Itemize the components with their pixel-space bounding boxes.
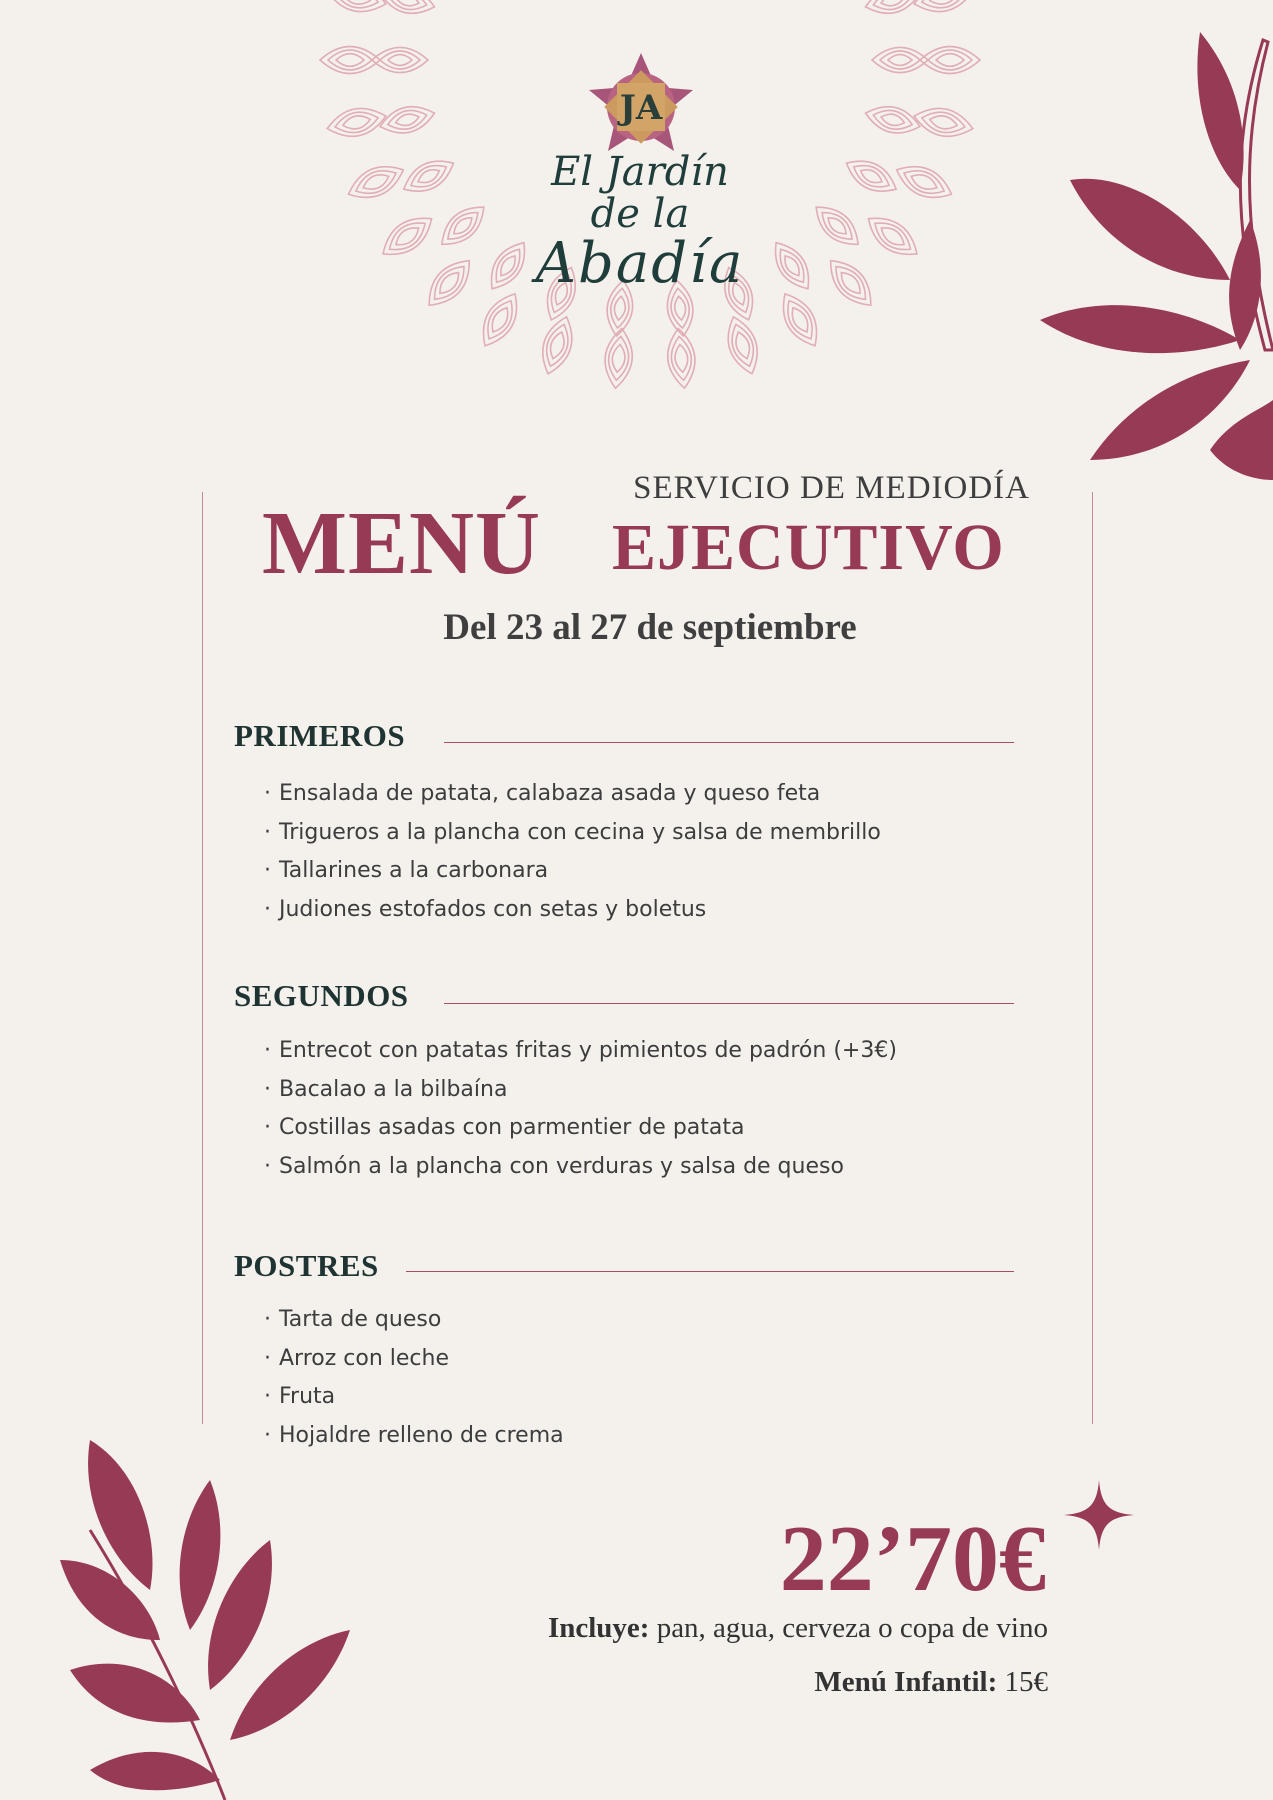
list-item: · Salmón a la plancha con verduras y salsa de queso [264,1148,897,1187]
menu-price: 22’70€ [779,1507,1046,1611]
menu-title-right: EJECUTIVO [612,511,1005,584]
list-item: · Ensalada de patata, calabaza asada y queso feta [264,775,881,814]
list-item: · Entrecot con patatas fritas y pimientos de padrón (+3€) [264,1032,897,1071]
svg-text:JA: JA [619,88,663,128]
brand-logo-text [500,150,780,294]
list-item: · Tallarines a la carbonara [264,852,881,891]
kids-menu-price [580,1666,1048,1699]
menu-dates: Del 23 al 27 de septiembre [443,607,857,648]
sparkle-icon [1064,1480,1134,1550]
section-items-primeros [264,775,881,929]
list-item: · Judiones estofados con setas y boletus [264,891,881,930]
menu-title-left: MENÚ [262,494,541,593]
leaf-branch-icon [50,1440,360,1800]
list-item: · Costillas asadas con parmentier de patata [264,1109,897,1148]
brand-name-line3: Abadía [535,231,745,296]
list-item: · Bacalao a la bilbaína [264,1071,897,1110]
list-item: · Arroz con leche [264,1340,564,1379]
service-subtitle: SERVICIO DE MEDIODÍA [633,470,1030,506]
brand-name-line1: El Jardín [551,149,729,195]
section-items-postres [264,1301,564,1455]
kids-menu-label: Menú Infantil: [814,1666,998,1698]
includes-text: pan, agua, cerveza o copa de vino [649,1612,1048,1644]
section-title-postres: POSTRES [234,1248,379,1283]
kids-menu-value: 15€ [997,1666,1048,1698]
section-items-segundos [264,1032,897,1186]
brand-name-line2: de la [590,191,690,237]
list-item: · Tarta de queso [264,1301,564,1340]
section-divider [444,742,1014,743]
list-item: · Trigueros a la plancha con cecina y salsa de membrillo [264,814,881,853]
list-item: · Fruta [264,1378,564,1417]
list-item: · Hojaldre relleno de crema [264,1417,564,1456]
section-title-segundos: SEGUNDOS [234,978,409,1013]
section-divider [444,1003,1014,1004]
section-title-primeros: PRIMEROS [234,718,406,753]
leaf-branch-icon [1040,20,1273,490]
price-includes [380,1612,1048,1645]
section-divider [406,1271,1014,1272]
rosette-logo-icon [586,52,696,162]
includes-label: Incluye: [547,1612,650,1644]
